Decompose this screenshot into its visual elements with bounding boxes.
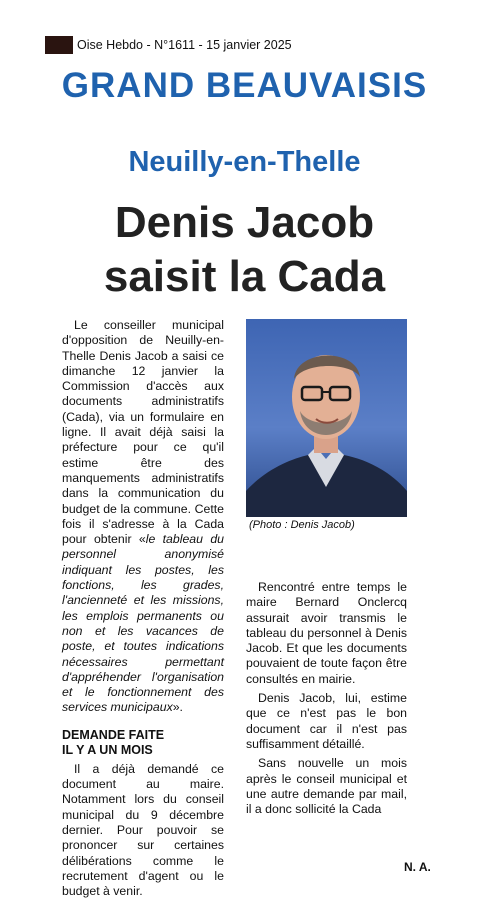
paragraph-4: Denis Jacob, lui, estime que ce n'est pas le bon document car il n'est pas suffisamment détaillé.	[246, 691, 407, 751]
article-column-left	[62, 318, 224, 899]
headline-line-2: saisit la Cada	[103, 252, 386, 301]
article-kicker: Neuilly-en-Thelle	[128, 146, 361, 178]
portrait-photo-icon	[246, 319, 407, 517]
photo-caption: (Photo : Denis Jacob)	[249, 519, 355, 531]
paragraph-1: Le conseiller municipal d'opposition de Neuilly-en-Thelle Denis Jacob a saisi ce dimanche 12 janvier la Commission d'accès aux documents administratifs (Cada), via un formulaire en ligne. Il avait déjà saisi la préfecture pour ce qu'il estime être des manquements administratifs dans la communication du budget de la commune. Cette fois il s'adresse à la Cada pour obtenir «le tableau du personnel anonymisé indiquant les postes, les fonctions, les grades, l'ancienneté et les missions, les emplois permanents ou non et les vacances de poste, et toutes indications nécessaires permettant d'appréhender l'organisation et le fonctionnement des services municipaux».	[62, 318, 224, 715]
masthead-text: Oise Hebdo - N°1611 - 15 janvier 2025	[77, 38, 292, 52]
quote: le tableau du personnel anonymisé indiquant les postes, les fonctions, les grades, l'ancienneté et les missions, les emplois permanents ou non et les vacances de poste, et toutes indications nécessaires permettant d'appréhender l'organisation et le fonctionnement des services municipaux	[62, 532, 224, 715]
portrait-photo	[246, 319, 407, 517]
author-signature: N. A.	[404, 860, 431, 874]
article-headline	[0, 196, 489, 304]
section-title: GRAND BEAUVAISIS	[61, 66, 428, 105]
paragraph-3: Rencontré entre temps le maire Bernard Onclercq assurait avoir transmis le tableau du personnel à Denis Jacob. Et que les documents pouvaient de toute façon être consultés en mairie.	[246, 580, 407, 686]
subheading: DEMANDE FAITE IL Y A UN MOIS	[62, 727, 165, 757]
article-column-right	[246, 540, 407, 817]
masthead-logo-block	[45, 36, 73, 54]
masthead	[45, 36, 292, 54]
paragraph-2: Il a déjà demandé ce document au maire. Notamment lors du conseil municipal du 9 décembre dernier. Pour pouvoir se prononcer sur certaines délibérations comme le recrutement d'agent ou le budget à venir.	[62, 761, 224, 899]
paragraph-5: Sans nouvelle un mois après le conseil municipal et une autre demande par mail, il a donc sollicité la Cada	[246, 756, 407, 817]
headline-line-1: Denis Jacob	[114, 198, 375, 247]
